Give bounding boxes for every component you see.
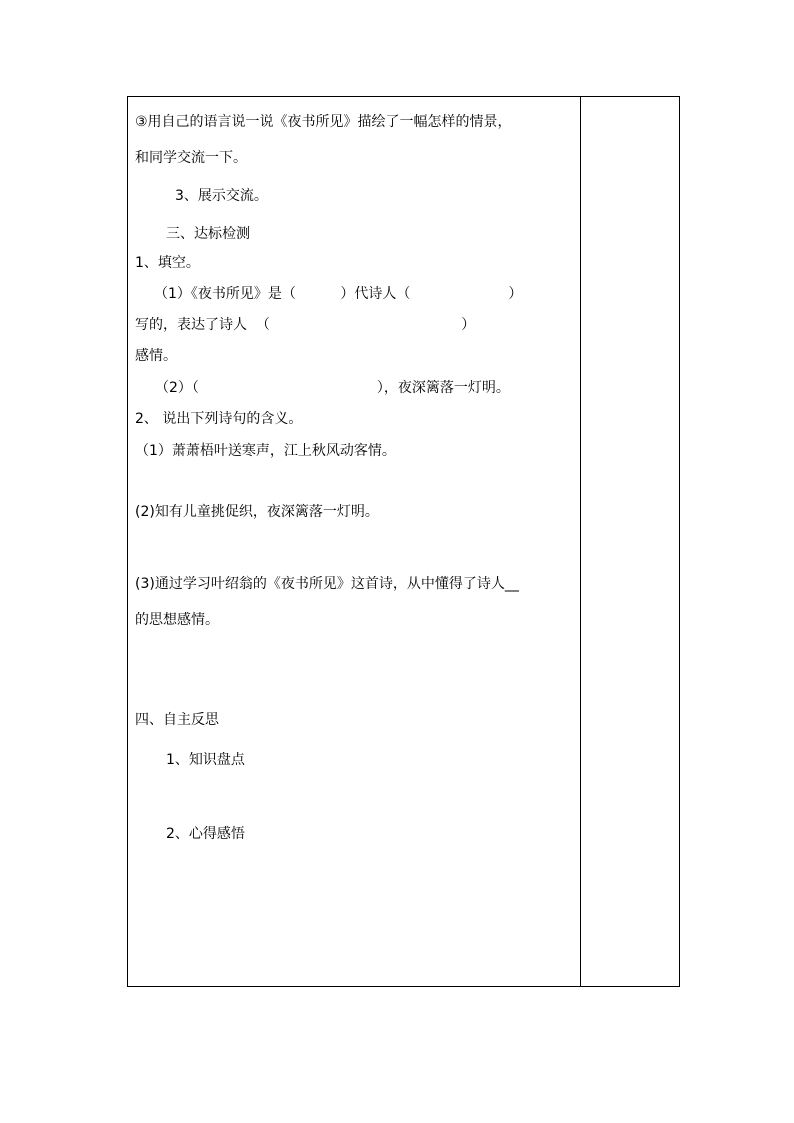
- meaning-heading: 2、 说出下列诗句的含义。: [135, 411, 303, 427]
- step-3-heading: 3、展示交流。: [175, 188, 268, 204]
- section-3-heading: 三、达标检测: [166, 226, 250, 242]
- meaning-2: (2)知有儿童挑促织，夜深篱落一灯明。: [135, 504, 379, 520]
- fill-blank-2: （2）（ ），夜深篱落一灯明。: [155, 380, 510, 396]
- meaning-1: （1）萧萧梧叶送寒声，江上秋风动客情。: [135, 443, 396, 459]
- column-divider: [580, 96, 581, 987]
- meaning-3-cont: 的思想感情。: [135, 612, 219, 628]
- fill-blank-1-end: 感情。: [135, 348, 177, 364]
- question-3-text: ③用自己的语言说一说《夜书所见》描绘了一幅怎样的情景，: [135, 114, 512, 130]
- fill-blank-1-cont: 写的，表达了诗人 （ ）: [135, 317, 476, 333]
- question-3-text-cont: 和同学交流一下。: [135, 150, 247, 166]
- fill-blank-heading: 1、填空。: [135, 255, 200, 271]
- meaning-3: (3)通过学习叶绍翁的《夜书所见》这首诗，从中懂得了诗人__: [135, 576, 519, 592]
- reflection: 2、心得感悟: [166, 826, 245, 842]
- fill-blank-1: （1）《夜书所见》是（ ）代诗人（ ）: [154, 286, 523, 302]
- section-4-heading: 四、自主反思: [135, 712, 219, 728]
- knowledge-review: 1、知识盘点: [166, 752, 245, 768]
